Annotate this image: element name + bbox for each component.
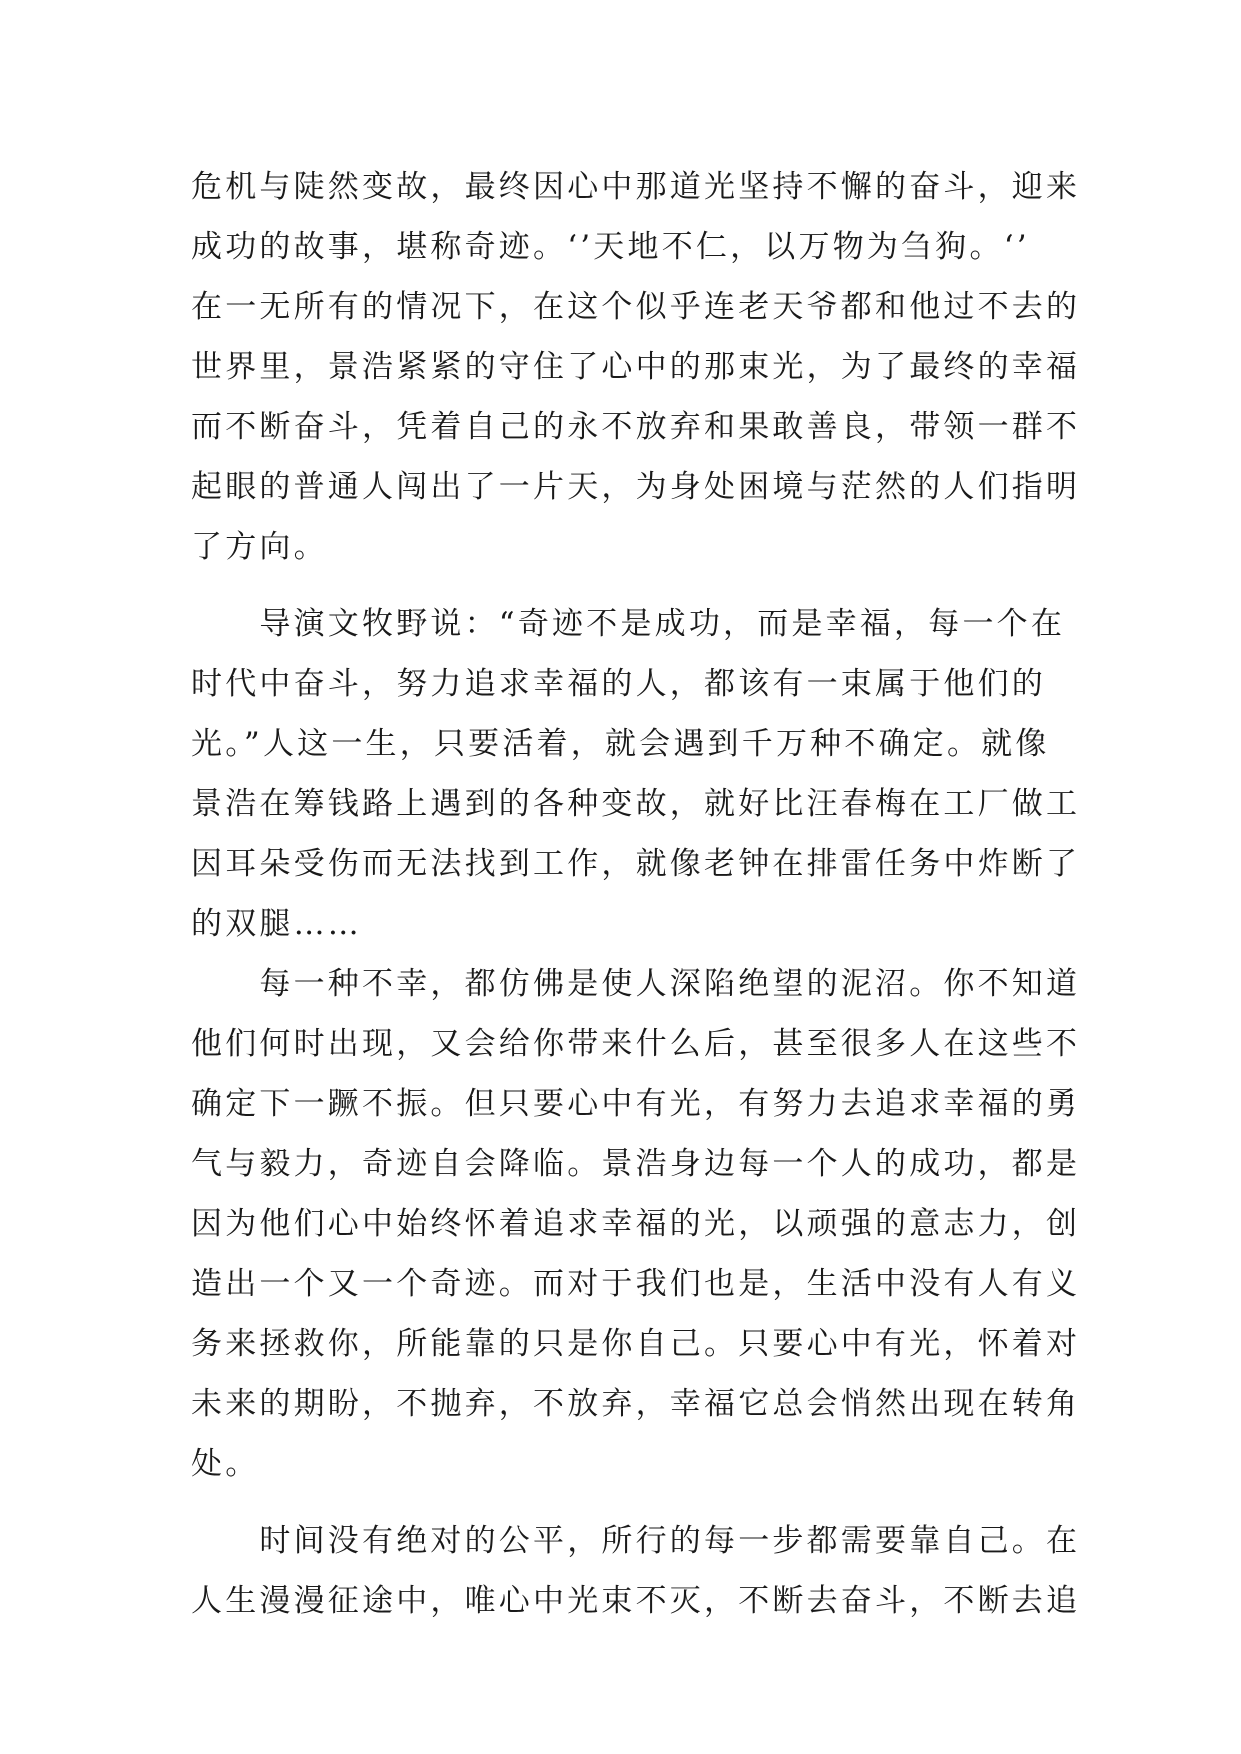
text-line: 处。 [191, 1446, 260, 1482]
text-line: 人生漫漫征途中，唯心中光束不灭，不断去奋斗，不断去追 [191, 1583, 1081, 1619]
body-text [191, 157, 1081, 1631]
paragraph-gap [191, 1494, 1053, 1511]
text-line: 导演文牧野说：“奇迹不是成功，而是幸福，每一个在 [191, 606, 1066, 642]
text-line: 气与毅力，奇迹自会降临。景浩身边每一个人的成功，都是 [191, 1146, 1081, 1182]
text-line: 而不断奋斗，凭着自己的永不放弃和果敢善良，带领一群不 [191, 409, 1081, 445]
text-line: 危机与陡然变故，最终因心中那道光坚持不懈的奋斗，迎来 [191, 169, 1081, 205]
text-line: 在一无所有的情况下，在这个似乎连老天爷都和他过不去的 [191, 289, 1081, 325]
text-line: 未来的期盼，不抛弃，不放弃，幸福它总会悄然出现在转角 [191, 1386, 1081, 1422]
text-line: 了方向。 [191, 529, 328, 565]
text-line: 景浩在筹钱路上遇到的各种变故，就好比汪春梅在工厂做工 [191, 786, 1081, 822]
text-line: 造出一个又一个奇迹。而对于我们也是，生活中没有人有义 [191, 1266, 1081, 1302]
text-line: 光。”人这一生，只要活着，就会遇到千万种不确定。就像 [191, 726, 1050, 762]
text-line: 的双腿…… [191, 906, 362, 942]
text-line: 务来拯救你，所能靠的只是你自己。只要心中有光，怀着对 [191, 1326, 1081, 1362]
text-line: 他们何时出现，又会给你带来什么后，甚至很多人在这些不 [191, 1026, 1081, 1062]
text-line: 起眼的普通人闯出了一片天，为身处困境与茫然的人们指明 [191, 469, 1081, 505]
text-line: 世界里，景浩紧紧的守住了心中的那束光，为了最终的幸福 [191, 349, 1081, 385]
text-line: 成功的故事，堪称奇迹。‘’天地不仁，以万物为刍狗。‘’ [191, 229, 1030, 265]
text-line: 每一种不幸，都仿佛是使人深陷绝望的泥沼。你不知道 [191, 966, 1081, 1002]
text-line: 因为他们心中始终怀着追求幸福的光，以顽强的意志力，创 [191, 1206, 1081, 1242]
text-line: 因耳朵受伤而无法找到工作，就像老钟在排雷任务中炸断了 [191, 846, 1081, 882]
text-line: 确定下一蹶不振。但只要心中有光，有努力去追求幸福的勇 [191, 1086, 1081, 1122]
text-line: 时间没有绝对的公平，所行的每一步都需要靠自己。在 [191, 1523, 1081, 1559]
text-line: 时代中奋斗，努力追求幸福的人，都该有一束属于他们的 [191, 666, 1046, 702]
paragraph-gap [191, 577, 1053, 594]
